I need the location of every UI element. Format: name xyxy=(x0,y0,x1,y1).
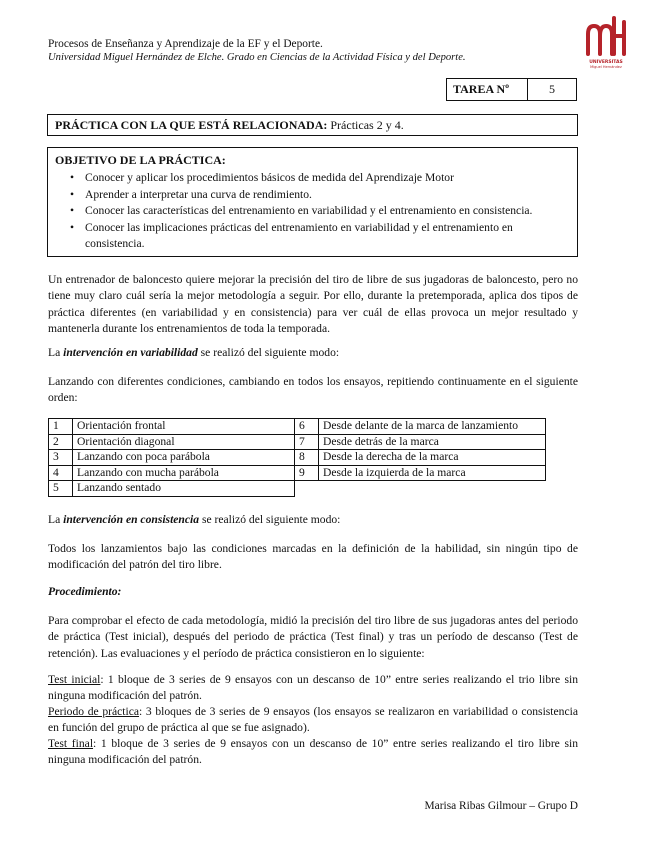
procedimiento-item-text: : 3 bloques de 3 series de 9 ensayos (los ensayos se realizaron en variabilidad o consistencia en función del grupo de práctica al que se fue asignado). xyxy=(48,705,578,735)
table-row xyxy=(49,450,546,466)
condition-number: 6 xyxy=(295,419,319,435)
condition-text: Orientación diagonal xyxy=(73,434,295,450)
practica-box xyxy=(47,114,578,136)
condition-text: Lanzando sentado xyxy=(73,481,295,497)
conditions-table xyxy=(48,418,546,497)
procedimiento-item-text: : 1 bloque de 3 series de 9 ensayos con un descanso de 10” entre series realizando el trio libre sin ninguna modificación del patrón. xyxy=(48,673,578,703)
procedimiento-intro: Para comprobar el efecto de cada metodología, midió la precisión del tiro libre de sus jugadoras antes del periodo de práctica (Test inicial), después del periodo de práctica (Test final) y tras un período de descanso (Test de retención). Las evaluaciones y el período de práctica consistieron en lo siguiente: xyxy=(48,614,578,660)
procedimiento-item-text: : 1 bloque de 3 series de 9 ensayos con un descanso de 10” entre series realizando el tiro libre sin ninguna modificación del patrón. xyxy=(48,737,578,767)
condition-text: Orientación frontal xyxy=(73,419,295,435)
condition-text: Desde la izquierda de la marca xyxy=(319,465,546,481)
procedimiento-item-label: Test final xyxy=(48,737,94,750)
condition-number: 9 xyxy=(295,465,319,481)
footer-author: Marisa Ribas Gilmour – Grupo D xyxy=(424,800,578,812)
procedimiento-item-label: Periodo de práctica xyxy=(48,705,139,718)
procedimiento-title: Procedimiento: xyxy=(48,585,122,598)
condition-text: Desde delante de la marca de lanzamiento xyxy=(319,419,546,435)
intro-paragraph: Un entrenador de baloncesto quiere mejorar la precisión del tiro de libre de sus jugadoras de baloncesto, pero no tiene muy claro cuál sería la mejor metodología a seguir. Por ello, durante la pretemporada, aplica dos tipos de práctica diferentes (en variabilidad y en consistencia) para ver cuál de ellas provoca un mejor resultado y mantenerla durante los entrenamientos de toda la temporada. xyxy=(48,273,578,335)
objetivo-item: • Conocer las características del entrenamiento en variabilidad y el entrenamiento en consistencia. xyxy=(85,203,570,220)
condition-number: 8 xyxy=(295,450,319,466)
condition-number: 5 xyxy=(49,481,73,497)
condition-number: 1 xyxy=(49,419,73,435)
condition-number: 7 xyxy=(295,434,319,450)
table-row xyxy=(49,465,546,481)
table-row xyxy=(49,434,546,450)
procedimiento-item xyxy=(48,736,578,769)
tarea-number: 5 xyxy=(528,79,577,101)
procedimiento-item xyxy=(48,672,578,705)
procedimiento-item-label: Test inicial xyxy=(48,673,101,686)
empty-cell xyxy=(295,481,546,497)
table-row xyxy=(49,419,546,435)
variabilidad-pre: La xyxy=(48,346,64,359)
lanzando-intro: Lanzando con diferentes condiciones, cambiando en todos los ensayos, repitiendo continuamente en el siguiente orden: xyxy=(48,375,578,405)
table-row xyxy=(49,481,546,497)
consistencia-term: intervención en consistencia xyxy=(63,513,200,526)
condition-text: Desde detrás de la marca xyxy=(319,434,546,450)
procedimiento-item xyxy=(48,704,578,737)
header-course-title: Procesos de Enseñanza y Aprendizaje de la EF y el Deporte. xyxy=(48,38,323,50)
practica-value: Prácticas 2 y 4. xyxy=(330,118,404,132)
consistencia-pre: La xyxy=(48,513,64,526)
condition-text: Desde la derecha de la marca xyxy=(319,450,546,466)
condition-number: 3 xyxy=(49,450,73,466)
variabilidad-heading xyxy=(48,345,578,361)
variabilidad-post: se realizó del siguiente modo: xyxy=(197,346,340,359)
objetivo-item: • Aprender a interpretar una curva de rendimiento. xyxy=(85,187,570,204)
condition-number: 2 xyxy=(49,434,73,450)
logo-subcaption: Miguel Hernández xyxy=(590,65,622,69)
logo-caption: UNIVERSITAS xyxy=(589,60,623,65)
consistencia-post: se realizó del siguiente modo: xyxy=(199,513,341,526)
variabilidad-term: intervención en variabilidad xyxy=(63,346,198,359)
consistencia-description: Todos los lanzamientos bajo las condiciones marcadas en la definición de la habilidad, sin ningún tipo de modificación del patrón del tiro libre. xyxy=(48,542,578,572)
tarea-label: TAREA Nº xyxy=(447,79,528,101)
objetivo-list xyxy=(55,170,570,253)
condition-number: 4 xyxy=(49,465,73,481)
umh-logo-icon xyxy=(584,16,628,60)
objetivo-item: • Conocer y aplicar los procedimientos básicos de medida del Aprendizaje Motor xyxy=(85,170,570,187)
consistencia-heading xyxy=(48,512,578,528)
condition-text: Lanzando con mucha parábola xyxy=(73,465,295,481)
tarea-box xyxy=(446,78,577,101)
condition-text: Lanzando con poca parábola xyxy=(73,450,295,466)
objetivo-item: • Conocer las implicaciones prácticas del entrenamiento en variabilidad y el entrenamiento en consistencia. xyxy=(85,220,570,253)
university-logo xyxy=(584,16,628,74)
objetivo-title: OBJETIVO DE LA PRÁCTICA: xyxy=(55,153,226,167)
header-university: Universidad Miguel Hernández de Elche. Grado en Ciencias de la Actividad Física y del Deporte. xyxy=(48,52,466,63)
objetivo-box xyxy=(47,147,578,257)
practica-label: PRÁCTICA CON LA QUE ESTÁ RELACIONADA: xyxy=(55,118,328,132)
